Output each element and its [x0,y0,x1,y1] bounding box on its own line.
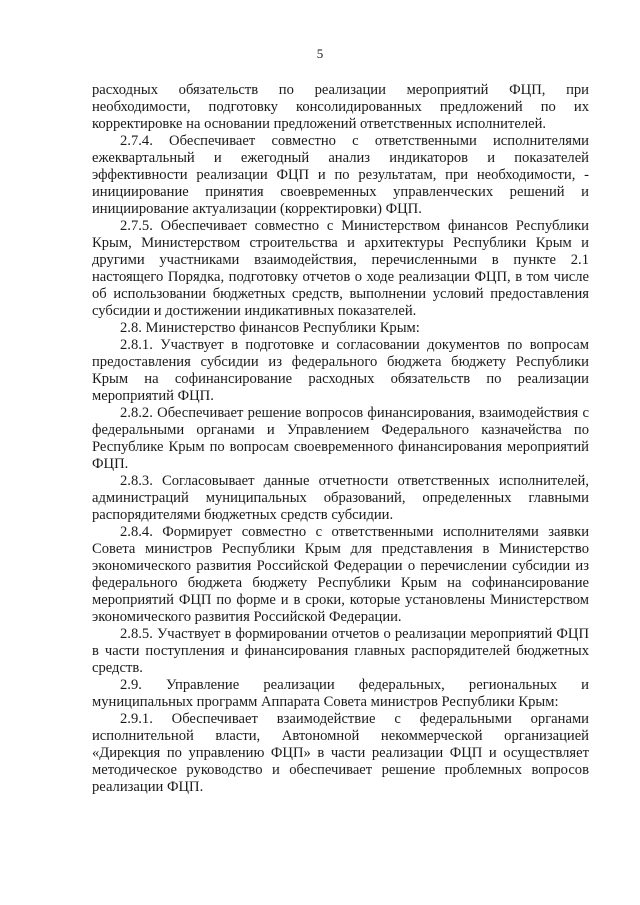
page-number: 5 [316,46,324,61]
paragraph-2-8-2: 2.8.2. Обеспечивает решение вопросов финансирования, взаимодействия с федеральными органами и Управлением Федерального казначейства по Республике Крым по вопросам своевременного финансирования мероприятий ФЦП. [92,405,589,472]
paragraph-2-7-4: 2.7.4. Обеспечивает совместно с ответственными исполнителями ежеквартальный и ежегодный анализ индикаторов и показателей эффективности реализации ФЦП и по результатам, при необходимости, - инициирование принятия своевременных управленческих решений и инициирование актуализации (корректировки) ФЦП. [92,133,589,217]
paragraph-2-8-3: 2.8.3. Согласовывает данные отчетности ответственных исполнителей, администраций муниципальных образований, определенных главными распорядителями бюджетных средств субсидии. [92,473,589,523]
paragraph-2-7-5: 2.7.5. Обеспечивает совместно с Министерством финансов Республики Крым, Министерством строительства и архитектуры Республики Крым и другими участниками взаимодействия, перечисленными в пункте 2.1 настоящего Порядка, подготовку отчетов о ходе реализации ФЦП, в том числе об использовании бюджетных средств, выполнении условий предоставления субсидии и достижении индикативных показателей. [92,218,589,319]
paragraph-2-8-4: 2.8.4. Формирует совместно с ответственными исполнителями заявки Совета министров Республики Крым для представления в Министерство экономического развития Российской Федерации о перечислении субсидии из федерального бюджета бюджету Республики Крым на софинансирование мероприятий ФЦП по форме и в сроки, которые установлены Министерством экономического развития Российской Федерации. [92,524,589,625]
paragraph-2-8-1: 2.8.1. Участвует в подготовке и согласовании документов по вопросам предоставления субсидии из федерального бюджета бюджету Республики Крым на софинансирование расходных обязательств по реализации мероприятий ФЦП. [92,337,589,404]
paragraph-continuation: расходных обязательств по реализации мероприятий ФЦП, при необходимости, подготовку консолидированных предложений по их корректировке на основании предложений ответственных исполнителей. [92,82,589,132]
paragraph-2-9-1: 2.9.1. Обеспечивает взаимодействие с федеральными органами исполнительной власти, Автономной некоммерческой организацией «Дирекция по управлению ФЦП» в части реализации ФЦП и осуществляет методическое руководство и обеспечивает решение проблемных вопросов реализации ФЦП. [92,711,589,795]
document-body [92,82,589,796]
section-heading-2-9: 2.9. Управление реализации федеральных, региональных и муниципальных программ Аппарата Совета министров Республики Крым: [92,677,589,710]
section-heading-2-8: 2.8. Министерство финансов Республики Крым: [120,320,420,336]
paragraph-2-8-5: 2.8.5. Участвует в формировании отчетов о реализации мероприятий ФЦП в части поступления и финансирования главных распорядителей бюджетных средств. [92,626,589,676]
